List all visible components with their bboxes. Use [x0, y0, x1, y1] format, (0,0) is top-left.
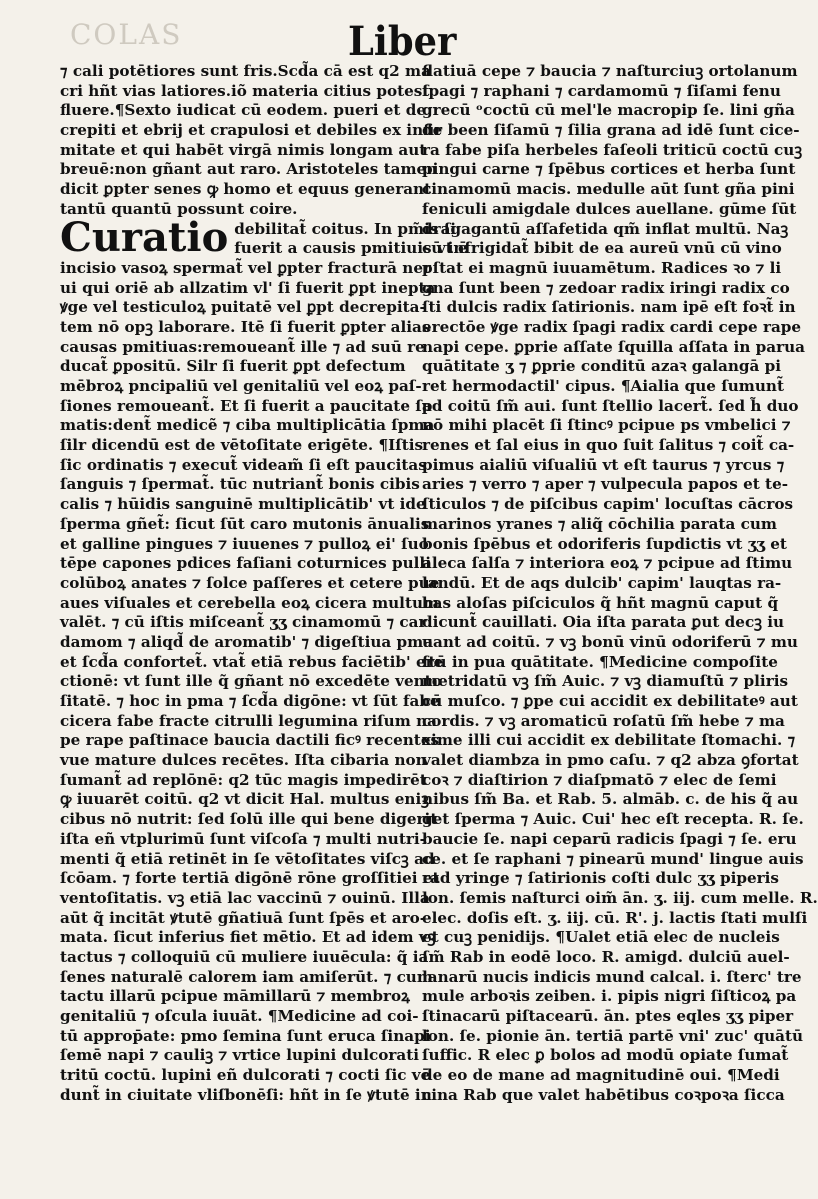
text-line: damom ⁊ aliqd̃ de aromatib' ⁊ digeſtiua pma	[60, 632, 434, 651]
text-line: ſanguis ⁊ ſpermat̃. tūc nutriant̃ bonis cibis	[60, 475, 420, 494]
text-line: mitate et qui habēt virgā nimis longam aut	[60, 140, 427, 159]
text-line: genitaliū ⁊ oſcula iuuāt. ¶Medicine ad coi-	[60, 1007, 419, 1025]
text-line: aries ⁊ verro ⁊ aper ⁊ vulpecula papos et te-	[422, 475, 789, 494]
text-line: aūt q̃ incitāt ꝟtutē gñatiuā ſunt ſpēs et aro-	[60, 908, 427, 927]
curatio-block	[60, 213, 468, 261]
text-line: tritū coctū. lupini eñ dulcorati ⁊ cocti ſic vē	[60, 1066, 431, 1085]
text-line: ſperma gñet̃: ſicut ſūt caro mutonis ānualis	[60, 514, 430, 533]
text-line: valēt. ⁊ cū iſtis miſceant̃ ʒʒ cinamomū ⁊ car	[60, 613, 427, 632]
text-line: ſuffic. R elec ꝑ bolos ad modū opiate ſumat̃	[422, 1046, 789, 1065]
text-line: lon. ſe. pionie ān. tertiā partē vni' zuc' quātū	[422, 1026, 804, 1045]
text-line: nō mihi placēt ſi ſtincꝰ pcipue ps vmbelici ⁊	[422, 416, 791, 435]
text-line: ra fabe piſa herbeles faſeoli triticū coctū cuꝫ	[422, 140, 803, 159]
text-line: metridatū vꝫ ſm̃ Auic. ⁊ vꝫ diamuſtū ⁊ pliris	[422, 672, 789, 691]
text-line: flatiuā cepe ⁊ baucia ⁊ naſturciuꝫ ortolanum	[422, 62, 798, 80]
text-line: dicit ꝑpter senes ꝙ homo et equus generant	[60, 180, 432, 199]
text-line: tactu illarū pcipue māmillarū ⁊ membroꝝ	[60, 987, 410, 1006]
text-line: gna ſunt been ⁊ zedoar radix iringi radix co	[422, 278, 790, 297]
text-line: ſtinacarū piſtacearū. ān. ptes eqles ʒʒ piper	[422, 1007, 794, 1025]
text-line: calis ⁊ hūidis sanguinē multiplicātib' vt ide	[60, 495, 426, 514]
text-line: cordis. ⁊ vꝫ aromaticū roſatū ſm̃ hebe ⁊ ma	[422, 711, 785, 730]
text-line: renes et ſal eius in quo ſuit ſalitus ⁊ coit̃ ca-	[422, 436, 795, 455]
text-line: ſticulos ⁊ de piſcibus capim' locuſtas cācros	[422, 495, 794, 514]
text-line: ſumant̃ ad replōnē: q2 tūc magis impedirēt	[60, 770, 427, 789]
text-line: nibus ſm̃ Ba. et Rab. 5. almāb. c. de his q̃ au	[422, 790, 799, 809]
text-line: de been ſiſamū ⁊ ſilia grana ad idē ſunt cice-	[422, 121, 800, 140]
text-line: grecū ᵒcoctū cū mel'le macropip ſe. lini gña	[422, 101, 795, 120]
text-line: crepiti et ebrij et crapulosi et debiles ex infir	[60, 121, 443, 140]
text-line: ſilr dicendū est de vētoſitate erigēte. ¶Iſtis	[60, 436, 424, 455]
running-head: Liber	[348, 18, 457, 65]
text-line: ſpagi ⁊ raphani ⁊ cardamomū ⁊ ſiſami fenu	[422, 81, 781, 100]
text-line: ſenes naturalē calorem iam amiſerūt. ⁊ cum	[60, 967, 433, 986]
text-line: cinamomū macis. medulle aūt ſunt gña pini	[422, 180, 795, 199]
text-line: de eo de mane ad magnitudinē oui. ¶Medi	[422, 1066, 780, 1085]
text-line: cicera fabe fracte citrulli legumina riſum na	[60, 711, 437, 730]
text-line: pimus aialiū viſualiū vt eſt taurus ⁊ yrcus ⁊	[422, 455, 785, 474]
left-column	[60, 62, 468, 1105]
text-line: ꝙ iuuarēt coitū. q2 vt dicit Hal. multus eniꝫ	[60, 790, 429, 809]
text-line: ret hermodactil' cipus. ¶Aialia que ſumunt̃	[422, 377, 784, 395]
text-line: mule arboꝛis zeiben. i. pipis nigri ſiſticoꝝ pa	[422, 987, 797, 1006]
text-line: ſtū in pua quātitate. ¶Medicine compoſite	[422, 652, 778, 671]
text-line: elec. doſis eſt. ʒ. iij. cū. R'. j. lactis ſtati mulſi	[422, 908, 808, 927]
text-line: ducat̃ ꝑpositū. Silr ſi fuerit ꝑpt defectum	[60, 357, 406, 376]
text-line: ſic ordinatis ⁊ execut̃ videam̃ ſi eſt paucitas	[60, 455, 427, 474]
text-line: matis:dent̃ medicẽ ⁊ ciba multiplicātia ſpma	[60, 416, 435, 435]
text-line: landū. Et de aqs dulcib' capim' lauqtas ra-	[422, 573, 782, 592]
text-line: ⁊ cali potētiores sunt fris.Scd̃a cā est q2 ma	[60, 62, 431, 80]
text-line: cibus nō nutrit: ſed ſolū ille qui bene digerit	[60, 810, 438, 829]
text-line: cri hñt vias latiores.iõ materia citius potest	[60, 81, 430, 100]
text-line: lanarū nucis indicis mund calcal. i. ſterc' tre	[422, 967, 802, 986]
text-line: dragagantū aſſafetida qm̃ inflat multū. Naꝫ	[422, 219, 789, 238]
text-line: baucie ſe. napi ceparū radicis ſpagi ⁊ ſe. eru	[422, 829, 797, 848]
text-line: ꝟge vel testiculoꝝ puitatē vel ꝑpt decrepita-	[60, 298, 426, 317]
text-line: aleca ſalſa ⁊ interiora eoꝝ ⁊ pcipue ad ſtimu	[422, 554, 793, 573]
text-line: cū infrigidat̃ bibit de ea aureū vnū cū vino	[422, 239, 782, 258]
text-line: dicunt̃ cauillati. Oia iſta parata ꝑut decꝫ iu	[422, 613, 785, 632]
text-line: valet diambza in pmo caſu. ⁊ q2 abza ꝯfortat	[422, 751, 799, 770]
text-line: xime illi cui accidit ex debilitate ſtomachi. ⁊	[422, 731, 796, 750]
text-line: et galline pingues ⁊ iuuenes ⁊ pulloꝝ ei' ſuo	[60, 534, 429, 553]
text-line: pſtat ei magnū iuuamētum. Radices ꝛo ⁊ li	[422, 258, 782, 277]
text-line: fluere.¶Sexto iudicat cū eodem. pueri et de	[60, 101, 426, 120]
text-line: ce. et ſe raphani ⁊ pinearū mund' lingue auis	[422, 849, 804, 868]
text-line: ſitatē. ⁊ hoc in pma ⁊ ſcd̃a digōne: vt ſūt fabe	[60, 692, 440, 710]
text-line: get ſperma ⁊ Auic. Cui' hec eſt recepta. R. ſe.	[422, 810, 804, 829]
text-line: ſm̃ Rab in eodē loco. R. amigd. dulciū auel-	[422, 947, 790, 966]
text-line: ſti dulcis radix ſatirionis. nam ipē eſt foꝛt̃ in	[422, 298, 796, 317]
text-line: vue mature dulces recētes. Iſta cibaria non	[60, 751, 427, 770]
text-line: coꝛ ⁊ diaſtirion ⁊ diaſpmatō ⁊ elec de ſemi	[422, 770, 777, 789]
text-line: erectōe ꝟge radix ſpagi radix cardi cepe rape	[422, 317, 802, 336]
text-line: ad coitū ſm̃ aui. ſunt ſtellio lacert̃. ſed h̃ duo	[422, 396, 799, 415]
text-line: pe rape paſtinace baucia dactili ficꝰ recentes	[60, 731, 440, 750]
text-line: tactus ⁊ colloquiū cū muliere iuuēcula: q̃ ia	[60, 947, 429, 966]
text-line: tū approp̄ate: pmo ſemina ſunt eruca ſinapi	[60, 1026, 431, 1045]
text-line: debilitat̃ coitus. In pm̃is ſi	[234, 219, 456, 238]
text-line: mēbroꝝ pncipaliū vel genitaliū vel eoꝝ paſ-	[60, 377, 422, 395]
text-line: rad yringe ⁊ ſatirionis coſti dulc ʒʒ piperis	[422, 869, 779, 888]
text-line: cū muſco. ⁊ ꝑpe cui accidit ex debilitateꝰ aut	[422, 692, 798, 710]
text-line: et cuꝫ penidijs. ¶Ualet etiā elec de nucleis	[422, 928, 780, 947]
bleed-through-header: COLAS	[70, 18, 183, 51]
text-line: et ſcd̃a confortet̃. vtat̃ etiā rebus faciētib' ere	[60, 652, 444, 671]
text-line: napi cepe. ꝑprie aſſate ſquilla aſſata in parua	[422, 337, 805, 356]
text-line: dunt̃ in ciuitate vliſbonēſi: hñt in ſe ꝟtutē in	[60, 1085, 432, 1104]
text-line: aues viſuales et cerebella eoꝝ cicera multum	[60, 593, 440, 612]
text-line: pingui carne ⁊ ſpēbus cortices et herba ſunt	[422, 160, 796, 179]
text-line: tem nō opꝫ laborare. Itē ſi fuerit ꝑpter alias	[60, 317, 431, 336]
text-line: ſemē napi ⁊ cauliꝫ ⁊ vrtice lupini dulcorati	[60, 1046, 419, 1065]
initial-word: Curatio	[60, 213, 229, 261]
text-line: breuē:non gñant aut raro. Aristoteles tamen	[60, 160, 438, 179]
text-line: bonis ſpēbus et odoriferis ſupdictis vt ʒʒ et	[422, 534, 787, 553]
text-line: causas pmitiuas:remoueant̃ ille ⁊ ad suū re	[60, 337, 425, 356]
text-line: ventoſitatis. vꝫ etiā lac vaccinū ⁊ ouinū. Illa	[60, 888, 430, 907]
text-line: quātitate ʒ ⁊ ꝑprie conditū azaꝛ galangā pi	[422, 357, 782, 376]
text-line: fuerit a causis pmitiuis vt ē	[234, 239, 468, 258]
text-line: mata. ſicut inferius fiet mētio. Et ad idem vꝫ	[60, 928, 436, 947]
text-line: uant ad coitū. ⁊ vꝫ bonū vinū odoriferū ⁊ mu	[422, 632, 798, 651]
text-line: cina Rab que valet habētibus coꝛpoꝛa ſicca	[422, 1085, 785, 1104]
text-line: feniculi amigdale dulces auellane. gūme ſūt	[422, 199, 797, 218]
text-line: ſcōam. ⁊ forte tertiā digōnē rōne groſſitiei et	[60, 869, 440, 888]
text-line: ſiones remoueant̃. Et ſi fuerit a paucitate ſp	[60, 396, 433, 415]
text-line: colūboꝝ anates ⁊ ſolce paſſeres et cetere pue	[60, 573, 440, 592]
text-line: lon. ſemis naſturci oim̃ ān. ʒ. iij. cum melle. R.	[422, 888, 818, 907]
right-column	[422, 62, 818, 1105]
text-line: marinos yranes ⁊ aliq̃ cōchilia parata cum	[422, 514, 777, 533]
text-line: tēpe capones pdices faſiani coturnices pulli	[60, 554, 431, 573]
text-line: bas aloſas piſciculos q̃ hñt magnū caput q̃	[422, 593, 779, 612]
text-line: ui qui oriē ab allzatim vl' ſi fuerit ꝑpt inepta	[60, 278, 436, 297]
text-line: tantū quantū possunt coire.	[60, 199, 298, 218]
text-line: incisio vasoꝝ spermat̃ vel ꝑpter fracturā ner	[60, 258, 432, 277]
text-line: ctionē: vt ſunt ille q̃ gñant nō excedēte vento	[60, 672, 442, 691]
text-line: iſta eñ vtplurimū ſunt viſcoſa ⁊ multi nutri-	[60, 829, 426, 848]
text-line: menti q̃ etiā retinēt in ſe vētoſitates viſcꝫ ad	[60, 849, 435, 868]
